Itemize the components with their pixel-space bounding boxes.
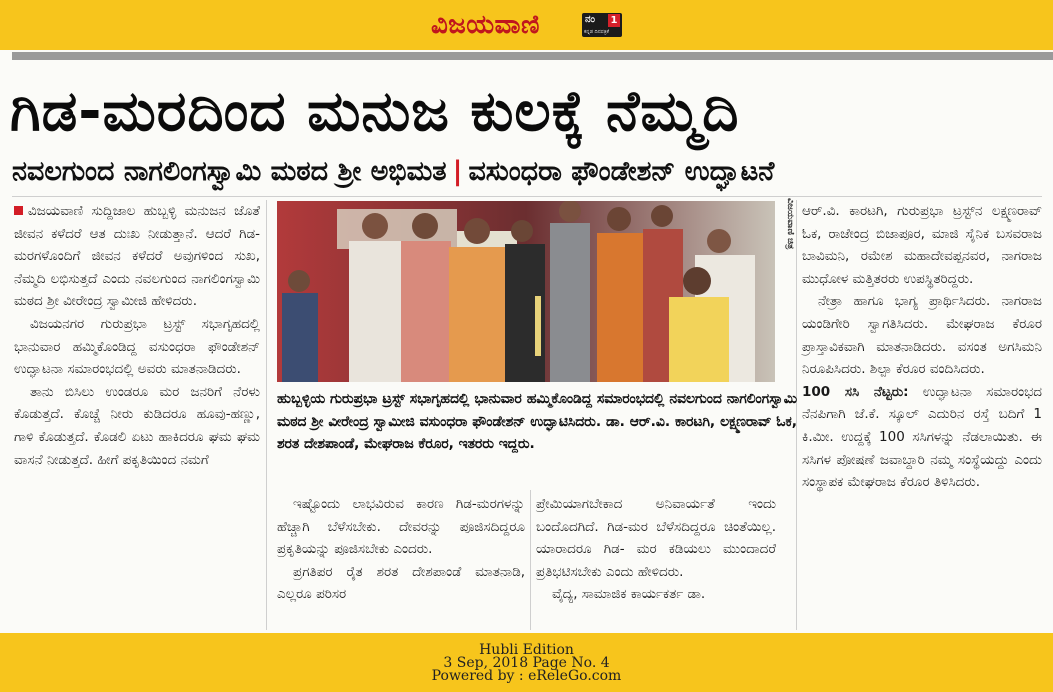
- subhead-left: ನವಲಗುಂದ ನಾಗಲಿಂಗಸ್ವಾಮಿ ಮಠದ ಶ್ರೀ ಅಭಿಮತ: [12, 156, 447, 187]
- article-subheadline: [12, 152, 1047, 192]
- column-2: [277, 493, 525, 606]
- event-photo-image: [277, 201, 775, 382]
- column4-paragraph-3: 100 ಸಸಿ ನೆಟ್ಟರು: ಉದ್ಘಾಟನಾ ಸಮಾರಂಭದ ನೆನಪಿಗಾಗಿ ಜೆ.ಕೆ. ಸ್ಕೂಲ್ ಎದುರಿನ ರಸ್ತೆ ಬದಿಗೆ 1 ಕಿ.ಮೀ. ಉದ್ದಕ್ಕೆ 100 ಸಸಿಗಳನ್ನು ನೆಡಲಾಯಿತು. ಈ ಸಸಿಗಳ ಪೋಷಣೆ ಜವಾಬ್ದಾರಿ ನಮ್ಮ ಸಂಸ್ಥೆಯದ್ದು ಎಂದು ಸಂಸ್ಥಾಪಕ ಮೇಘರಾಜ ಕೆರೂರ ತಿಳಿಸಿದರು.: [802, 383, 1043, 491]
- column-3: [536, 493, 776, 606]
- newspaper-logo: ವಿಜಯವಾಣಿ: [431, 10, 540, 40]
- masthead-bar: [0, 0, 1053, 50]
- footer-bar: [0, 633, 1053, 692]
- column4-paragraph-2: ನೇತ್ರಾ ಹಾಗೂ ಭಾಗ್ಯ ಪ್ರಾರ್ಥಿಸಿದರು. ನಾಗರಾಜ ಯಂಡಿಗೇರಿ ಸ್ವಾಗತಿಸಿದರು. ಮೇಘರಾಜ ಕೆರೂರ ಪ್ರಾಸ್ತಾವಿಕವಾಗಿ ಮಾತನಾಡಿದರು. ವಸಂತ ಅಗಸಿಮನಿ ನಿರೂಪಿಸಿದರು. ಶಿಲ್ಪಾ ಕೆರೂರ ವಂದಿಸಿದರು.: [802, 293, 1042, 378]
- column3-paragraph-2: ವೈದ್ಯ, ಸಾಮಾಜಿಕ ಕಾರ್ಯಕರ್ತ ಡಾ.: [552, 586, 706, 603]
- photo-caption: ಹುಬ್ಬಳ್ಳಿಯ ಗುರುಪ್ರಭಾ ಟ್ರಸ್ಟ್ ಸಭಾಗೃಹದಲ್ಲಿ ಭಾನುವಾರ ಹಮ್ಮಿಕೊಂಡಿದ್ದ ಸಮಾರಂಭದಲ್ಲಿ ನವಲಗುಂದ ನಾಗಲಿಂಗಸ್ವಾಮಿ ಮಠದ ಶ್ರೀ ವೀರೇಂದ್ರ ಸ್ವಾಮೀಜಿ ವಸುಂಧರಾ ಫೌಂಡೇಶನ್ ಉದ್ಘಾಟಿಸಿದರು. ಡಾ. ಆರ್.ವಿ. ಕಾರಟಗಿ, ಲಕ್ಷ್ಮಣರಾವ್ ಓಕ, ಶರತ ದೇಶಪಾಂಡೆ, ಮೇಘರಾಜ ಕೆರೂರ, ಇತರರು ಇದ್ದರು.: [277, 391, 797, 453]
- subsection-heading: 100 ಸಸಿ ನೆಟ್ಟರು:: [802, 383, 909, 400]
- footer-date-page: 3 Sep, 2018 Page No. 4: [443, 655, 610, 671]
- column1-paragraph-1: ವಿಜಯವಾಣಿ ಸುದ್ದಿಜಾಲ ಹುಬ್ಬಳ್ಳಿ ಮನುಜನ ಜೊತೆ ಜೀವನ ಕಳೆದರೆ ಆತ ದುಃಖ ನೀಡುತ್ತಾನೆ. ಆದರೆ ಗಿಡ-ಮರಗಳೊಂದಿಗೆ ಜೀವನ ಕಳೆದರೆ ಅವುಗಳಿಂದ ಸುಖ, ನೆಮ್ಮದಿ ಲಭಿಸುತ್ತದೆ ಎಂದು ನವಲಗುಂದ ನಾಗಲಿಂಗಸ್ವಾಮಿ ಮಠದ ಶ್ರೀ ವೀರೇಂದ್ರ ಸ್ವಾಮೀಜಿ ಹೇಳಿದರು.: [14, 203, 260, 310]
- badge-number: 1: [608, 14, 620, 27]
- subhead-separator: |: [452, 156, 463, 187]
- column4-paragraph-1: ಆರ್.ವಿ. ಕಾರಟಗಿ, ಗುರುಪ್ರಭಾ ಟ್ರಸ್ಟ್‌ನ ಲಕ್ಷ್ಮಣರಾವ್ ಓಕ, ರಾಜೇಂದ್ರ ಬಿಜಾಪೂರ, ಮಾಜಿ ಸೈನಿಕ ಬಸವರಾಜ ಬಾವಿಮನಿ, ರಮೇಶ ಮಹಾದೇವಪ್ಪನವರ, ನಾಗರಾಜ ಮುಧೋಳ ಮತ್ತಿತರರು ಉಪಸ್ಥಿತರಿದ್ದರು.: [802, 203, 1042, 287]
- photo-credit-label: ವಿಜಯವಾಣಿ ಚಿತ್ರ: [785, 198, 795, 250]
- badge-subtitle: ಕನ್ನಡ ದಿನಪತ್ರಿಕೆ: [584, 29, 610, 35]
- red-bullet-icon: [14, 206, 23, 215]
- badge-label: ನಂ: [585, 14, 595, 25]
- column1-paragraph-3: ತಾನು ಬಿಸಿಲು ಉಂಡರೂ ಮರ ಜನರಿಗೆ ನೆರಳು ಕೊಡುತ್ತದೆ. ಕೊಚ್ಚೆ ನೀರು ಕುಡಿದರೂ ಹೂವು-ಹಣ್ಣು, ಗಾಳಿ ಕೊಡುತ್ತದೆ. ಕೊಡಲಿ ಏಟು ಹಾಕಿದರೂ ಘಮ ಘಮ ವಾಸನೆ ನೀಡುತ್ತದೆ. ಹೀಗೆ ಪಕೃತಿಯಿಂದ ನಮಗೆ: [14, 383, 260, 468]
- column-1: [14, 200, 260, 471]
- column1-paragraph-2: ವಿಜಯನಗರ ಗುರುಪ್ರಭಾ ಟ್ರಸ್ಟ್ ಸಭಾಗೃಹದಲ್ಲಿ ಭಾನುವಾರ ಹಮ್ಮಿಕೊಂಡಿದ್ದ ವಸುಂಧರಾ ಫೌಂಡೇಶನ್ ಉದ್ಘಾಟನಾ ಸಮಾರಂಭದಲ್ಲಿ ಅವರು ಮಾತನಾಡಿದರು.: [14, 315, 260, 378]
- column-4: [802, 200, 1042, 494]
- column-divider-1: [266, 200, 267, 630]
- footer-edition: Hubli Edition: [479, 642, 574, 658]
- column-divider-3: [530, 490, 531, 630]
- column2-paragraph-2: ಪ್ರಗತಿಪರ ರೈತ ಶರತ ದೇಶಪಾಂಡೆ ಮಾತನಾಡಿ, ಎಲ್ಲರೂ ಪರಿಸರ: [277, 563, 525, 603]
- event-photo: [277, 201, 775, 382]
- subhead-right: ವಸುಂಧರಾ ಫೌಂಡೇಶನ್ ಉದ್ಘಾಟನೆ: [468, 156, 775, 187]
- number-one-badge: [582, 13, 622, 37]
- article-headline: ಗಿಡ-ಮರದಿಂದ ಮನುಜ ಕುಲಕ್ಕೆ ನೆಮ್ಮದಿ: [10, 79, 740, 144]
- footer-powered-link[interactable]: Powered by : eReleGo.com: [431, 668, 622, 684]
- headline-divider: [12, 196, 1042, 197]
- column2-paragraph-1: ಇಷ್ಟೊಂದು ಲಾಭವಿರುವ ಕಾರಣ ಗಿಡ-ಮರಗಳನ್ನು ಹೆಚ್ಚಾಗಿ ಬೆಳೆಸಬೇಕು. ದೇವರನ್ನು ಪೂಜಿಸದಿದ್ದರೂ ಪ್ರಕೃತಿಯನ್ನು ಪೂಜಿಸಬೇಕು ಎಂದರು.: [277, 496, 525, 558]
- top-divider: [12, 52, 1053, 60]
- column3-paragraph-1: ಪ್ರೇಮಿಯಾಗಬೇಕಾದ ಅನಿವಾರ್ಯತೆ ಇಂದು ಬಂದೊದಗಿದೆ. ಗಿಡ-ಮರ ಬೆಳೆಸದಿದ್ದರೂ ಚಿಂತೆಯಿಲ್ಲ. ಯಾರಾದರೂ ಗಿಡ- ಮರ ಕಡಿಯಲು ಮುಂದಾದರೆ ಪ್ರತಿಭಟಿಸಬೇಕು ಎಂದು ಹೇಳಿದರು.: [536, 496, 776, 580]
